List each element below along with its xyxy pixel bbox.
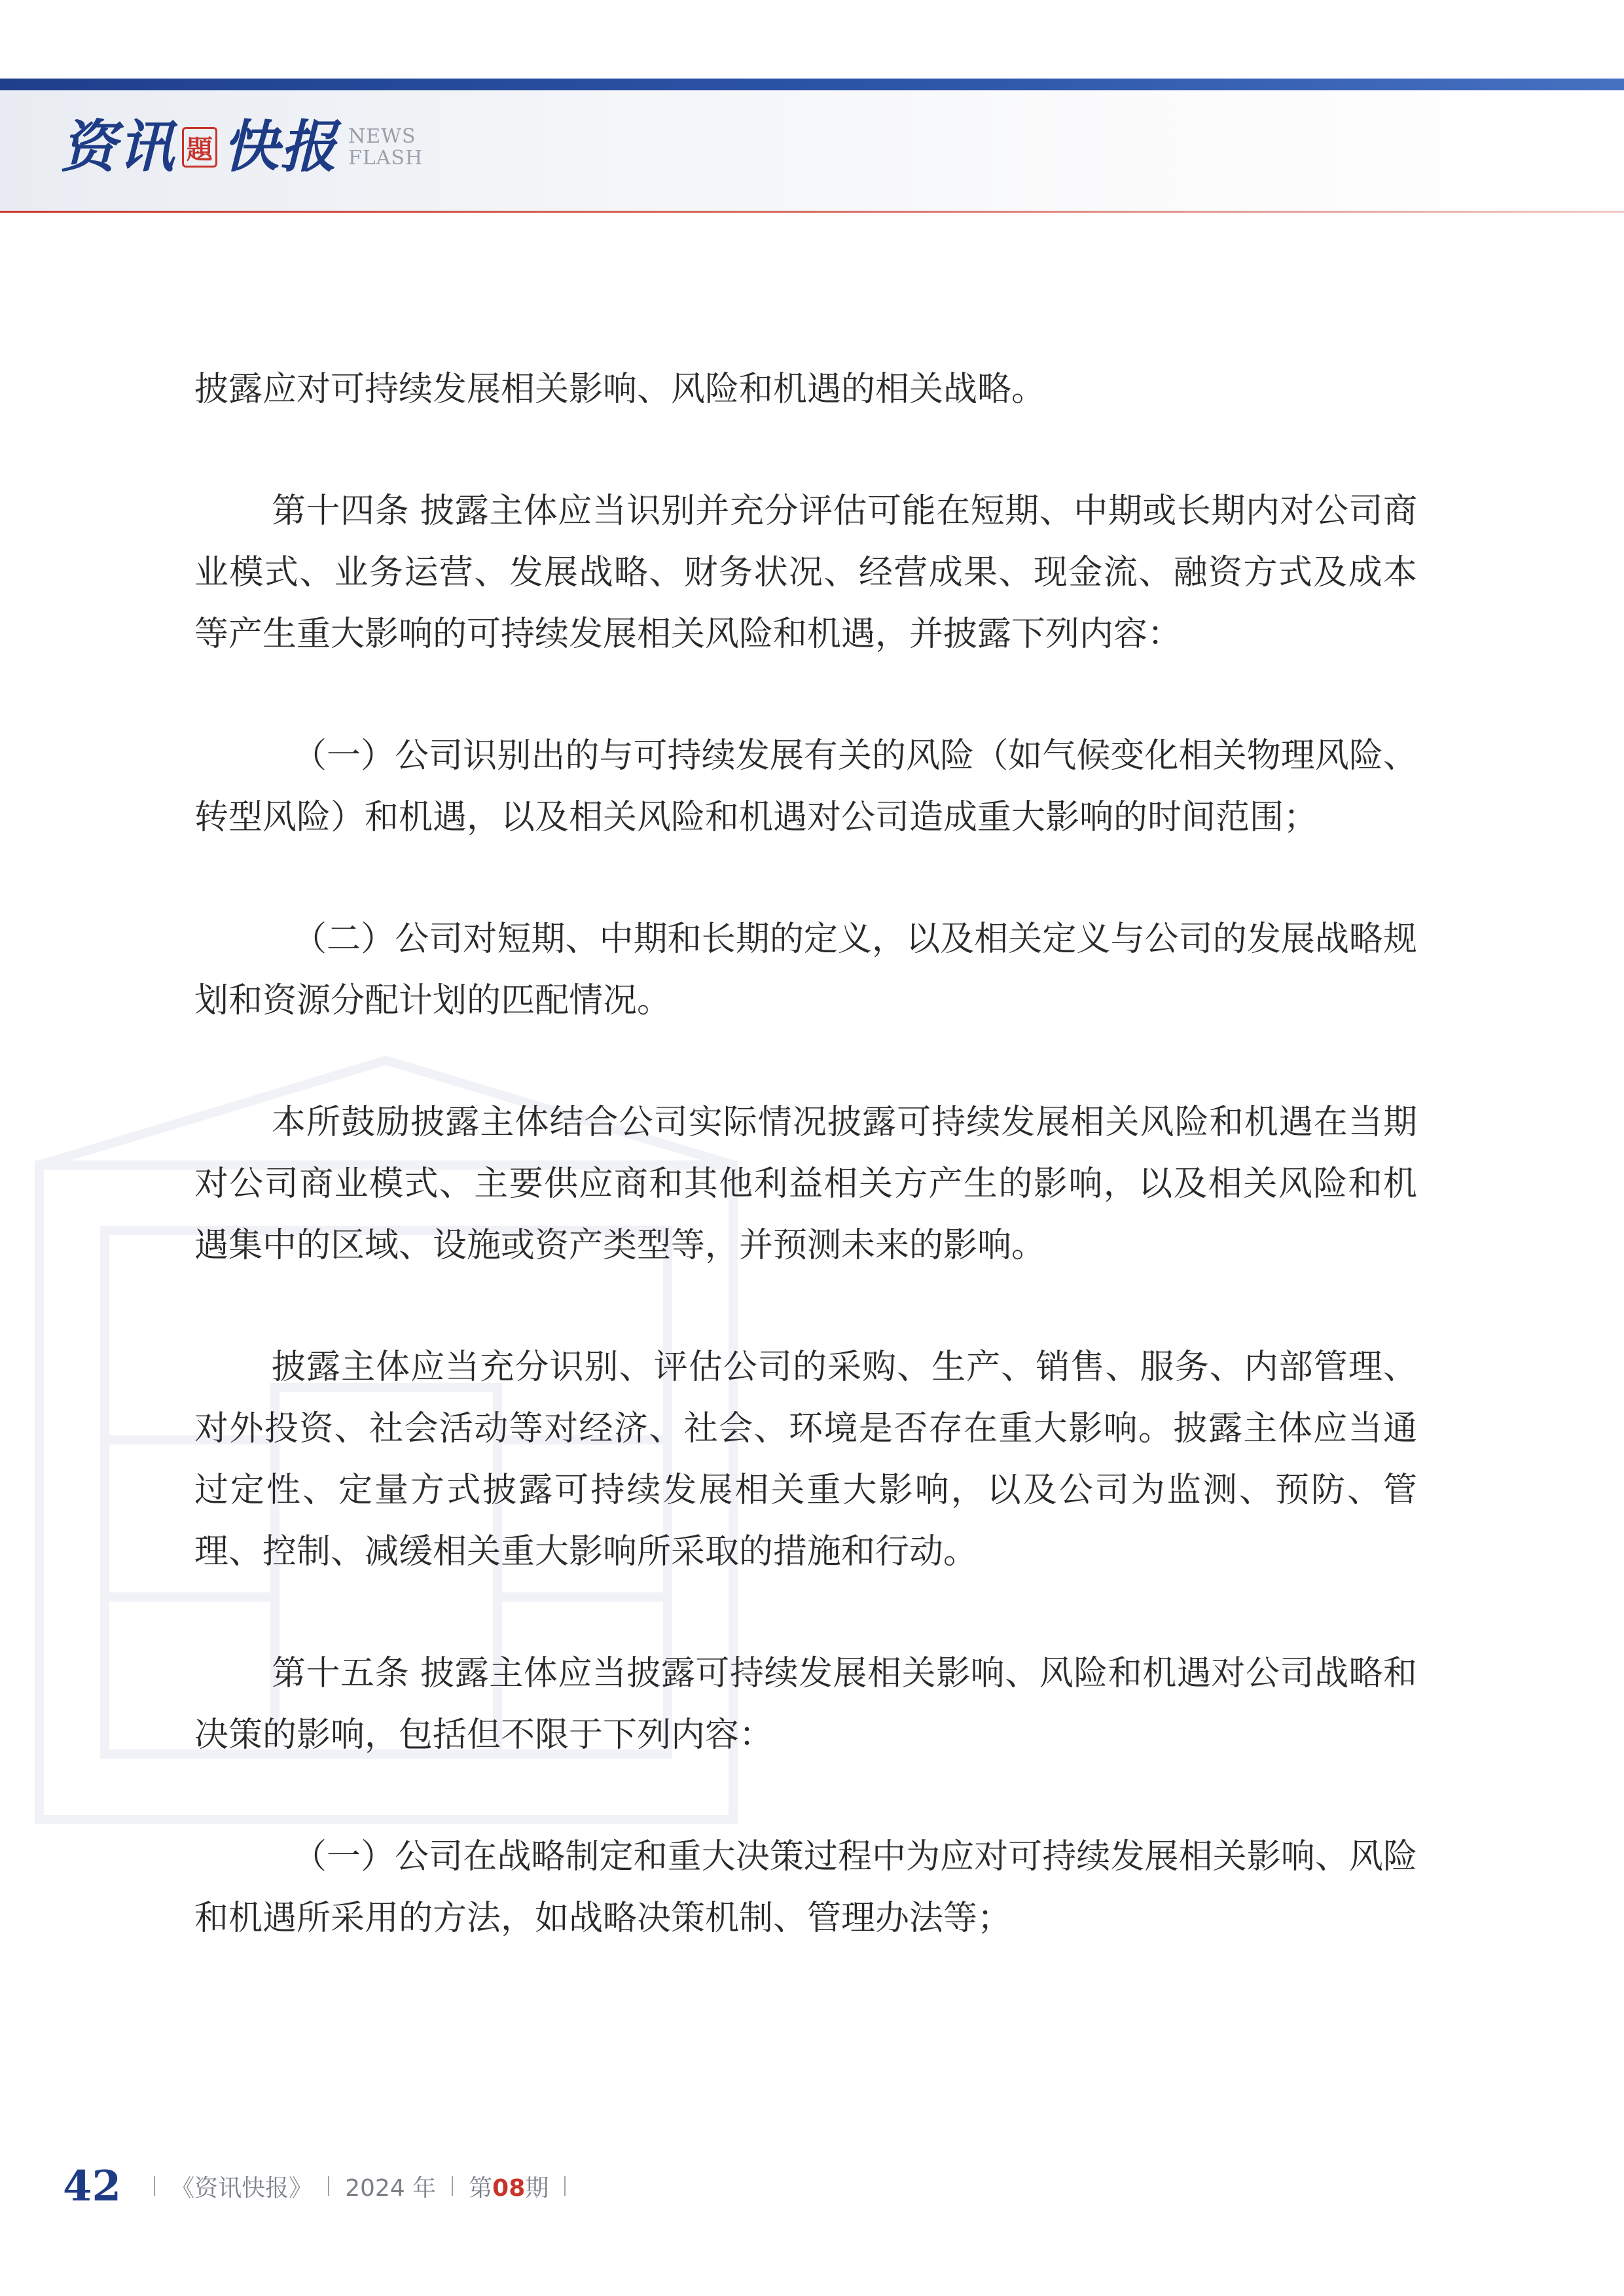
issue-prefix: 第 [469,2174,493,2202]
header-divider [0,211,1624,213]
paragraph-strategy-disclosure: 披露应对可持续发展相关影响、风险和机遇的相关战略。 [194,370,1046,409]
paragraph-article-15-item-1: （一）公司在战略制定和重大决策过程中为应对可持续发展相关影响、风险和机遇所采用的方法，如战略决策机制、管理办法等； [194,1837,1417,1938]
publication-title: 《资讯快报》 [171,2174,313,2202]
paragraph-article-14-item-2: （二）公司对短期、中期和长期的定义，以及相关定义与公司的发展战略规划和资源分配计划的匹配情况。 [194,920,1417,1020]
issue-suffix: 期 [525,2174,549,2202]
footer-separator [328,2176,329,2196]
article-body [194,359,1417,2009]
publication-year: 2024 年 [345,2174,437,2202]
page-number: 42 [63,2161,122,2211]
paragraph-material-impact: 披露主体应当充分识别、评估公司的采购、生产、销售、服务、内部管理、对外投资、社会活动等对经济、社会、环境是否存在重大影响。披露主体应当通过定性、定量方式披露可持续发展相关重大影响，以及公司为监测、预防、管理、控制、减缓相关重大影响所采取的措施和行动。 [194,1348,1417,1571]
masthead-title-left: 资讯 [60,114,175,180]
footer-separator [452,2176,453,2196]
masthead-english [348,126,423,169]
paragraph-article-14-item-1: （一）公司识别出的与可持续发展有关的风险（如气候变化相关物理风险、转型风险）和机遇，以及相关风险和机遇对公司造成重大影响的时间范围； [194,736,1417,837]
paragraph-encouraged-disclosure: 本所鼓励披露主体结合公司实际情况披露可持续发展相关风险和机遇在当期对公司商业模式、主要供应商和其他利益相关方产生的影响，以及相关风险和机遇集中的区域、设施或资产类型等，并预测未来的影响。 [194,1103,1417,1265]
header-top-band [0,79,1624,90]
paragraph-article-15: 第十五条 披露主体应当披露可持续发展相关影响、风险和机遇对公司战略和决策的影响，包括但不限于下列内容： [194,1654,1417,1755]
masthead [60,111,423,183]
page-footer [63,2153,581,2219]
masthead-title-right: 快报 [223,114,338,180]
issue-number: 08 [492,2174,526,2202]
footer-separator [154,2176,155,2196]
masthead-seal-icon: 題 [182,127,217,168]
masthead-english-line1: NEWS [348,125,416,148]
masthead-english-line2: FLASH [348,147,424,170]
issue-label [469,2170,549,2203]
footer-separator [564,2176,566,2196]
paragraph-article-14: 第十四条 披露主体应当识别并充分评估可能在短期、中期或长期内对公司商业模式、业务运营、发展战略、财务状况、经营成果、现金流、融资方式及成本等产生重大影响的可持续发展相关风险和机遇，并披露下列内容： [194,492,1417,654]
